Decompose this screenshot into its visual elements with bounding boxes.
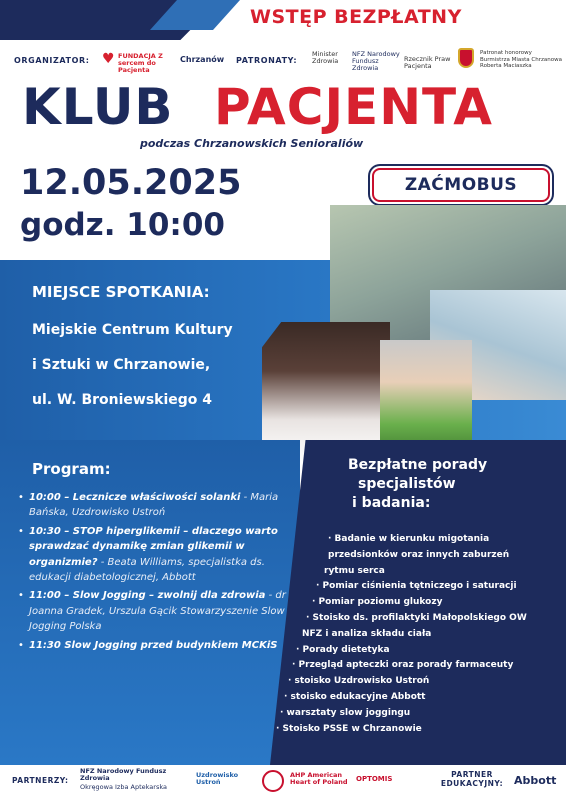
partner-logo-oia: Okręgowa Izba Aptekarska — [80, 783, 167, 791]
advice-title-line: Bezpłatne porady — [348, 457, 488, 473]
program-item: • 10:30 – STOP hiperglikemii – dlaczego warto sprawdzać dynamikę zmian glikemii w organizmie? - Beata Williams, specjalistka ds. edukacji diabetologicznej, Abbott — [18, 524, 286, 586]
partner-logo-nfz: NFZ Narodowy Fundusz Zdrowia — [80, 767, 167, 782]
title-pacjenta: PACJENTA — [214, 78, 493, 136]
advice-item: · Pomiar ciśnienia tętniczego i saturacji — [316, 581, 517, 592]
advice-item: NFZ i analiza składu ciała — [302, 628, 432, 639]
program-item: • 11:30 Slow Jogging przed budynkiem MCKiS — [18, 638, 286, 653]
heart-logo-icon: ♥ — [102, 51, 115, 67]
event-date: 12.05.2025 — [20, 163, 242, 203]
advice-item: · stoisko edukacyjne Abbott — [284, 691, 426, 702]
place-line-3: ul. W. Broniewskiego 4 — [32, 392, 213, 408]
event-time: godz. 10:00 — [20, 207, 225, 243]
organizer-logo-chrzanow: Chrzanów — [180, 55, 225, 64]
advice-item: · Stoisko ds. profilaktyki Małopolskiego OW — [306, 612, 527, 623]
place-line-1: Miejskie Centrum Kultury — [32, 322, 233, 338]
partner-seal-icon — [262, 770, 284, 792]
place-line-2: i Sztuki w Chrzanowie, — [32, 357, 211, 373]
advice-item: · Pomiar poziomu glukozy — [312, 597, 443, 608]
abbott-logo: Abbott — [514, 774, 557, 787]
partner-logo-ustron: Uzdrowisko Ustroń — [196, 771, 239, 786]
subtitle: podczas Chrzanowskich Senioraliów — [140, 137, 364, 150]
advice-item: · Badanie w kierunku migotania — [328, 534, 490, 544]
advice-list — [276, 532, 566, 737]
zacmobus-badge-label: ZAĆMOBUS — [404, 175, 518, 195]
organizer-label: ORGANIZATOR: — [14, 56, 90, 65]
senior-photo — [380, 340, 472, 445]
advice-title-line: specjalistów — [358, 476, 456, 492]
edu-partner-label: PARTNER EDUKACYJNY: — [440, 770, 504, 788]
program-title: Program: — [32, 460, 111, 478]
zacmobus-badge — [372, 168, 550, 202]
program-item: • 11:00 – Slow Jogging – zwolnij dla zdrowia - dr Joanna Gradek, Urszula Gącik Stowarzyszenie Slow Jogging Polska — [18, 588, 286, 634]
title-klub: KLUB — [22, 78, 174, 136]
advice-item: · Stoisko PSSE w Chrzanowie — [276, 723, 422, 734]
program-item: • 10:00 – Lecznicze właściwości solanki - Maria Bańska, Uzdrowisko Ustroń — [18, 490, 286, 521]
patron-logo-nfz: NFZ Narodowy Fundusz Zdrowia — [352, 50, 400, 72]
coat-of-arms-icon — [458, 48, 474, 68]
advice-item: · warsztaty slow joggingu — [280, 707, 411, 718]
advice-item: · stoisko Uzdrowisko Ustroń — [288, 676, 430, 687]
organizer-row — [0, 48, 566, 78]
partner-logo-optomis: OPTOMIS — [356, 775, 393, 783]
advice-item: rytmu serca — [324, 565, 385, 576]
patronage-label: PATRONATY: — [236, 56, 298, 65]
advice-item: · Przegląd apteczki oraz porady farmaceuty — [292, 660, 514, 671]
patron-logo-rpp: Rzecznik Praw Pacjenta — [404, 55, 451, 70]
free-entry-banner: WSTĘP BEZPŁATNY — [250, 6, 462, 28]
advice-title — [348, 456, 548, 513]
program-list — [18, 490, 286, 656]
advice-item: · Porady dietetyka — [296, 644, 390, 655]
advice-title-line: i badania: — [352, 495, 431, 511]
honorary-patronage-text: Patronat honorowy Burmistrza Miasta Chrzanowa Roberta Maciaszka — [480, 50, 562, 69]
place-heading: MIEJSCE SPOTKANIA: — [32, 283, 210, 301]
advice-item: przedsionków oraz innych zaburzeń — [328, 549, 510, 560]
patron-logo-minister: Minister Zdrowia — [312, 50, 339, 65]
partner-logo-ahp: AHP American Heart of Poland — [290, 771, 348, 786]
partners-label: PARTNERZY: — [12, 776, 69, 785]
organizer-logo-foundation: FUNDACJA Z sercem do Pacjenta — [118, 52, 163, 74]
